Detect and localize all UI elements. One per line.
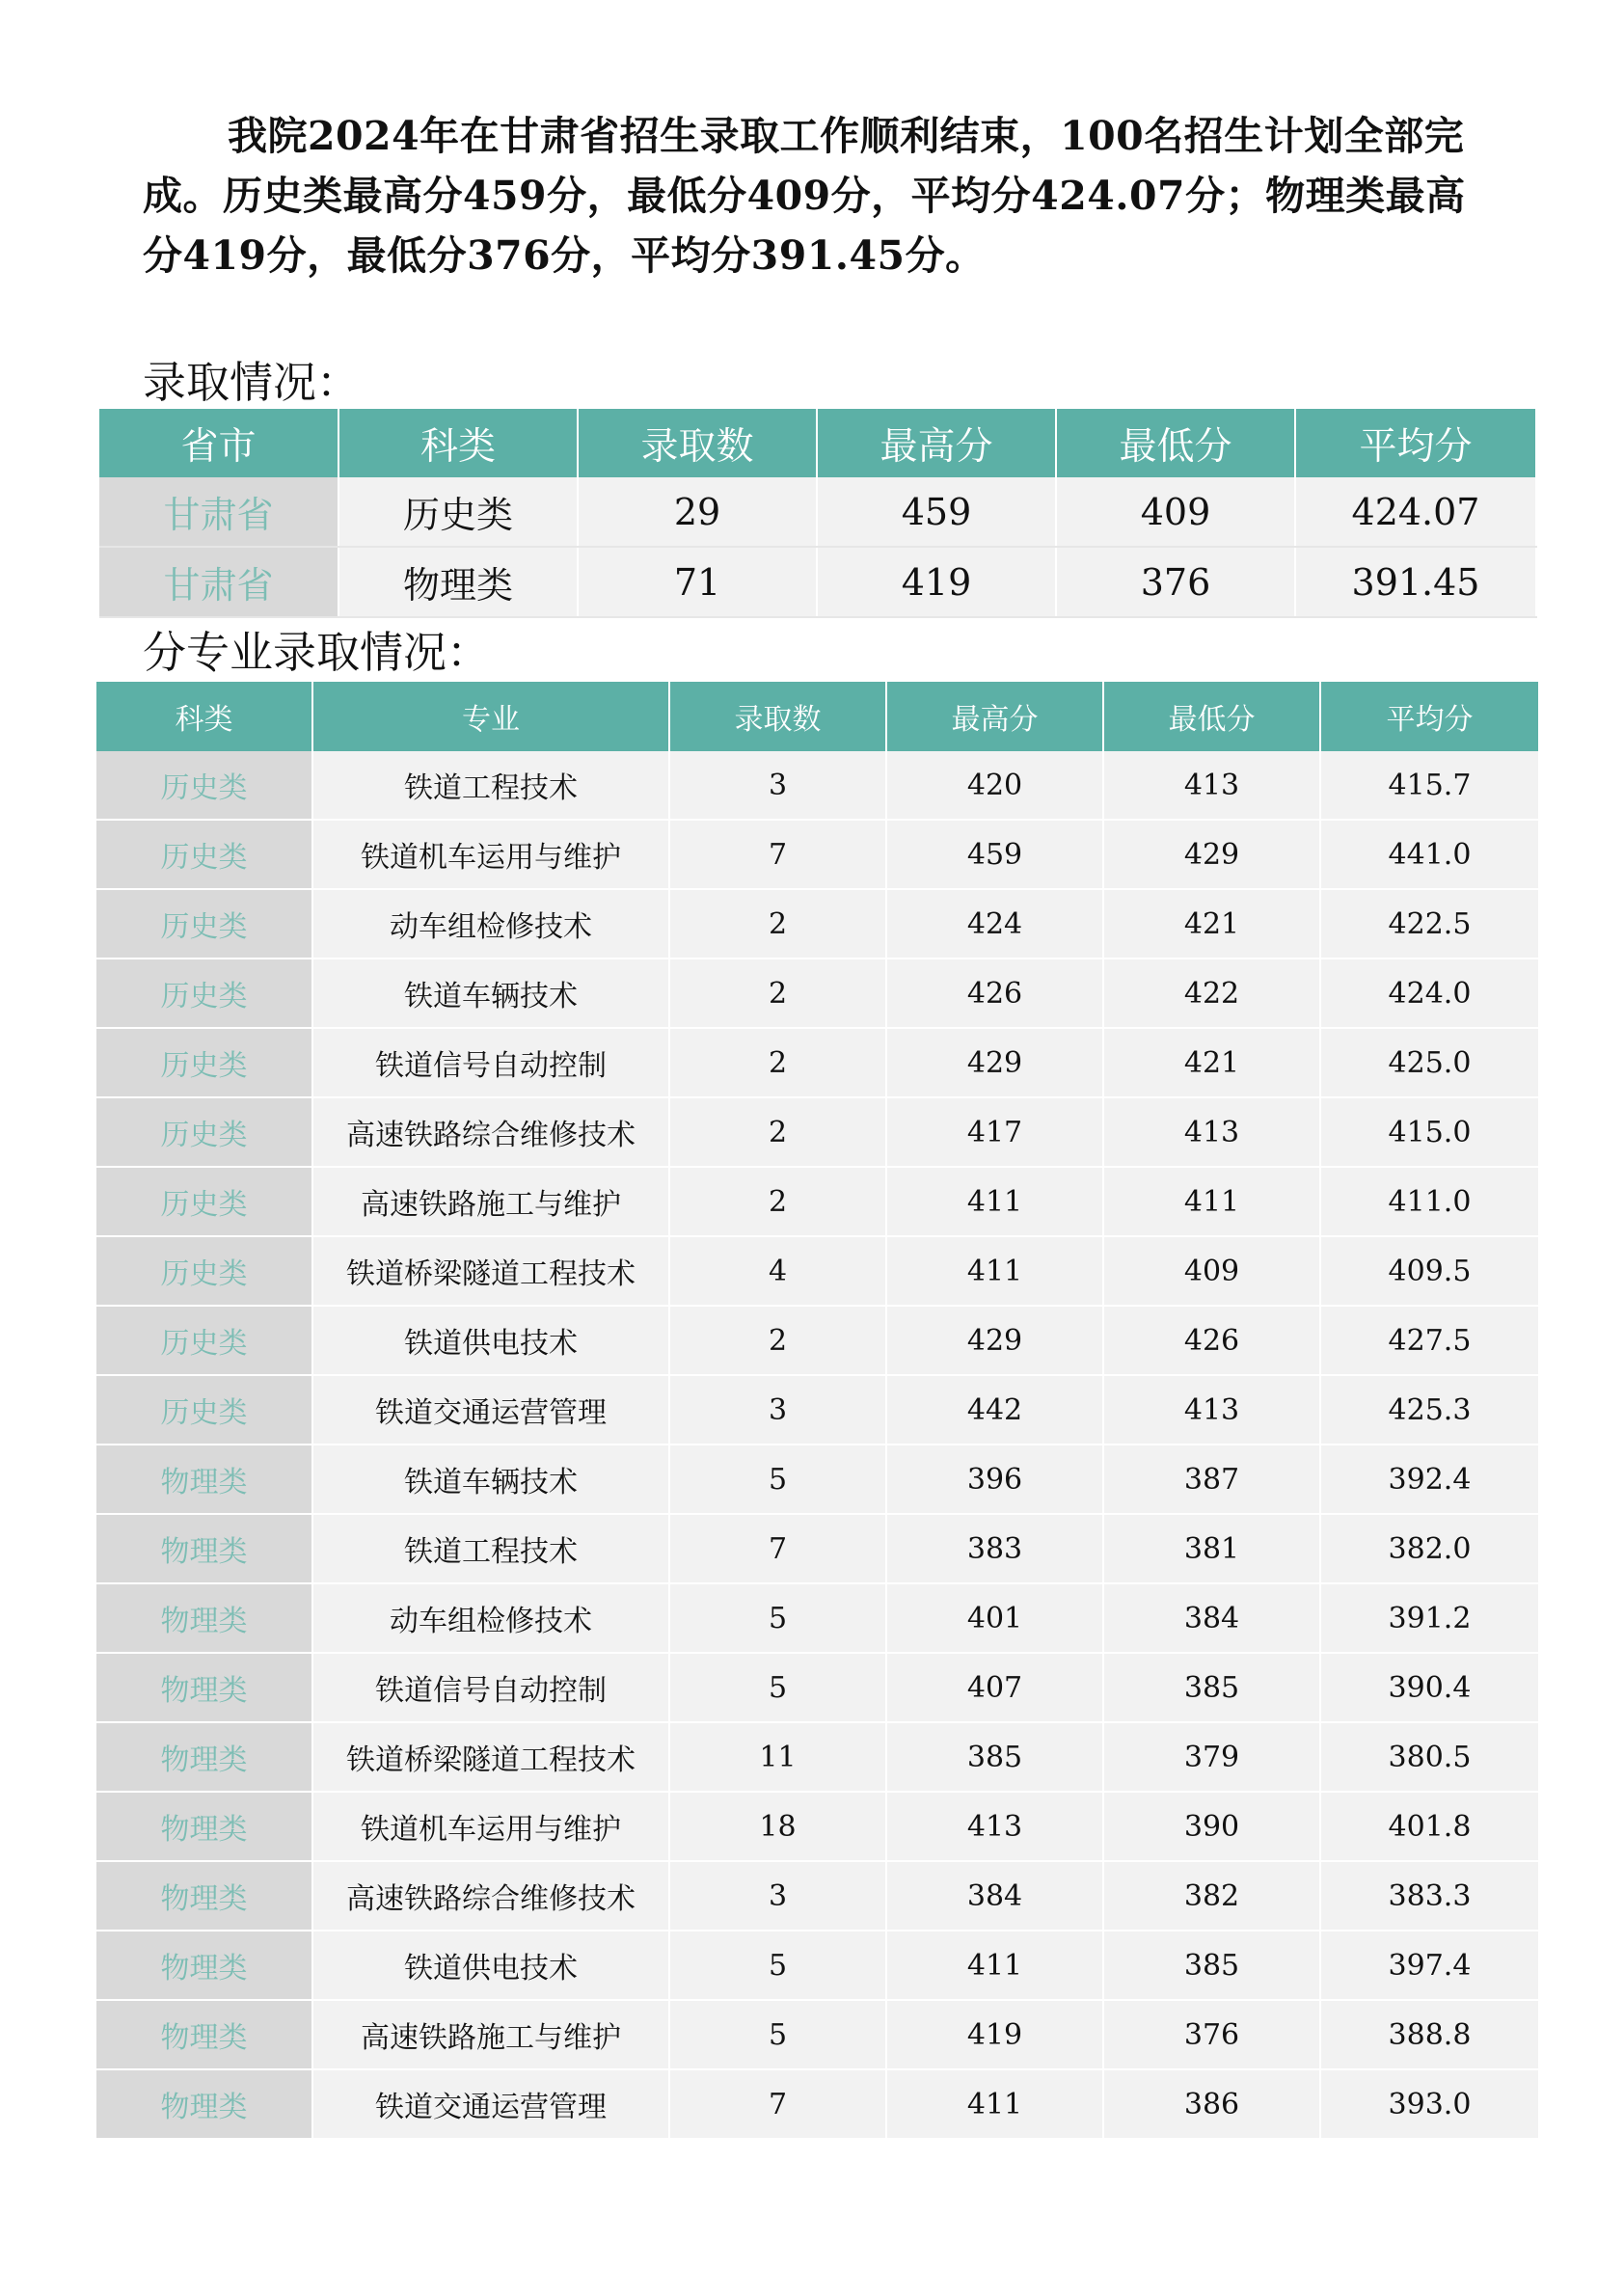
cell-min-score: 381: [1103, 1514, 1320, 1583]
cell-major: 铁道工程技术: [312, 1514, 669, 1583]
cell-category: 物理类: [96, 2069, 312, 2139]
cell-min-score: 385: [1103, 1653, 1320, 1722]
cell-avg-score: 441.0: [1320, 820, 1539, 889]
cell-max-score: 459: [817, 477, 1056, 547]
cell-max-score: 411: [886, 1167, 1103, 1236]
cell-max-score: 459: [886, 820, 1103, 889]
cell-max-score: 429: [886, 1306, 1103, 1375]
cell-max-score: 407: [886, 1653, 1103, 1722]
table-row: [96, 1167, 1539, 1236]
cell-avg-score: 391.2: [1320, 1583, 1539, 1653]
cell-category: 物理类: [96, 1792, 312, 1861]
cell-max-score: 419: [886, 2000, 1103, 2069]
cell-major: 高速铁路施工与维护: [312, 2000, 669, 2069]
cell-admitted: 18: [669, 1792, 886, 1861]
cell-admitted: 3: [669, 1375, 886, 1445]
cell-min-score: 384: [1103, 1583, 1320, 1653]
cell-major: 铁道机车运用与维护: [312, 1792, 669, 1861]
cell-admitted: 5: [669, 2000, 886, 2069]
cell-max-score: 419: [817, 547, 1056, 617]
majors-title: 分专业录取情况：: [143, 627, 491, 678]
cell-max-score: 429: [886, 1028, 1103, 1097]
col-header-major: 专业: [312, 682, 669, 751]
cell-admitted: 2: [669, 889, 886, 959]
cell-min-score: 386: [1103, 2069, 1320, 2139]
col-header-min-score: 最低分: [1103, 682, 1320, 751]
cell-min-score: 411: [1103, 1167, 1320, 1236]
cell-max-score: 426: [886, 959, 1103, 1028]
cell-avg-score: 415.7: [1320, 751, 1539, 820]
cell-min-score: 429: [1103, 820, 1320, 889]
cell-category: 历史类: [96, 959, 312, 1028]
cell-admitted: 7: [669, 1514, 886, 1583]
intro-paragraph: 我院2024年在甘肃省招生录取工作顺利结束，100名招生计划全部完成。历史类最高分459分，最低分409分，平均分424.07分；物理类最高分419分，最低分376分，平均分391.45分。: [143, 113, 1466, 279]
cell-avg-score: 425.0: [1320, 1028, 1539, 1097]
cell-admitted: 2: [669, 1306, 886, 1375]
cell-admitted: 5: [669, 1653, 886, 1722]
cell-admitted: 7: [669, 2069, 886, 2139]
majors-table: [96, 682, 1540, 2140]
cell-major: 铁道交通运营管理: [312, 1375, 669, 1445]
cell-province: 甘肃省: [99, 477, 338, 547]
cell-admitted: 5: [669, 1931, 886, 2000]
cell-category: 物理类: [96, 2000, 312, 2069]
cell-min-score: 409: [1056, 477, 1295, 547]
cell-category: 物理类: [96, 1722, 312, 1792]
cell-major: 铁道桥梁隧道工程技术: [312, 1722, 669, 1792]
table-row: [99, 547, 1536, 617]
col-header-avg-score: 平均分: [1320, 682, 1539, 751]
cell-avg-score: 427.5: [1320, 1306, 1539, 1375]
cell-min-score: 379: [1103, 1722, 1320, 1792]
cell-category: 物理类: [96, 1861, 312, 1931]
cell-admitted: 2: [669, 1097, 886, 1167]
cell-category: 历史类: [96, 1375, 312, 1445]
cell-max-score: 417: [886, 1097, 1103, 1167]
cell-category: 历史类: [96, 751, 312, 820]
cell-avg-score: 388.8: [1320, 2000, 1539, 2069]
cell-min-score: 413: [1103, 751, 1320, 820]
cell-min-score: 426: [1103, 1306, 1320, 1375]
table-row: [96, 2069, 1539, 2139]
cell-min-score: 376: [1056, 547, 1295, 617]
cell-avg-score: 380.5: [1320, 1722, 1539, 1792]
cell-admitted: 2: [669, 959, 886, 1028]
cell-province: 甘肃省: [99, 547, 338, 617]
cell-admitted: 4: [669, 1236, 886, 1306]
cell-category: 历史类: [96, 1306, 312, 1375]
cell-max-score: 413: [886, 1792, 1103, 1861]
table-row: [96, 959, 1539, 1028]
col-header-admitted: 录取数: [578, 409, 817, 477]
cell-max-score: 442: [886, 1375, 1103, 1445]
cell-max-score: 396: [886, 1445, 1103, 1514]
table-row: [96, 1445, 1539, 1514]
cell-max-score: 424: [886, 889, 1103, 959]
cell-min-score: 421: [1103, 889, 1320, 959]
cell-avg-score: 401.8: [1320, 1792, 1539, 1861]
table-row: [96, 1375, 1539, 1445]
cell-major: 铁道车辆技术: [312, 1445, 669, 1514]
cell-admitted: 11: [669, 1722, 886, 1792]
cell-admitted: 7: [669, 820, 886, 889]
summary-table: [99, 409, 1537, 618]
col-header-min-score: 最低分: [1056, 409, 1295, 477]
cell-min-score: 390: [1103, 1792, 1320, 1861]
summary-header-row: [99, 409, 1536, 477]
cell-max-score: 401: [886, 1583, 1103, 1653]
summary-title: 录取情况：: [143, 357, 361, 408]
cell-major: 铁道供电技术: [312, 1931, 669, 2000]
cell-major: 铁道工程技术: [312, 751, 669, 820]
cell-max-score: 411: [886, 2069, 1103, 2139]
cell-major: 铁道车辆技术: [312, 959, 669, 1028]
cell-avg-score: 424.0: [1320, 959, 1539, 1028]
table-row: [96, 751, 1539, 820]
cell-max-score: 384: [886, 1861, 1103, 1931]
cell-min-score: 409: [1103, 1236, 1320, 1306]
cell-max-score: 420: [886, 751, 1103, 820]
cell-min-score: 421: [1103, 1028, 1320, 1097]
cell-major: 动车组检修技术: [312, 1583, 669, 1653]
cell-category: 物理类: [96, 1653, 312, 1722]
cell-avg-score: 392.4: [1320, 1445, 1539, 1514]
col-header-max-score: 最高分: [817, 409, 1056, 477]
cell-category: 物理类: [96, 1931, 312, 2000]
cell-min-score: 413: [1103, 1375, 1320, 1445]
cell-major: 高速铁路综合维修技术: [312, 1861, 669, 1931]
table-row: [96, 1236, 1539, 1306]
col-header-category: 科类: [338, 409, 578, 477]
table-row: [96, 1653, 1539, 1722]
cell-admitted: 5: [669, 1583, 886, 1653]
cell-admitted: 3: [669, 1861, 886, 1931]
cell-major: 铁道信号自动控制: [312, 1028, 669, 1097]
cell-category: 物理类: [96, 1445, 312, 1514]
col-header-admitted: 录取数: [669, 682, 886, 751]
cell-avg-score: 425.3: [1320, 1375, 1539, 1445]
cell-admitted: 3: [669, 751, 886, 820]
cell-major: 铁道信号自动控制: [312, 1653, 669, 1722]
cell-avg-score: 390.4: [1320, 1653, 1539, 1722]
col-header-max-score: 最高分: [886, 682, 1103, 751]
cell-avg-score: 393.0: [1320, 2069, 1539, 2139]
cell-avg-score: 415.0: [1320, 1097, 1539, 1167]
col-header-avg-score: 平均分: [1295, 409, 1536, 477]
table-row: [96, 1722, 1539, 1792]
cell-max-score: 411: [886, 1236, 1103, 1306]
cell-avg-score: 424.07: [1295, 477, 1536, 547]
cell-min-score: 376: [1103, 2000, 1320, 2069]
cell-category: 物理类: [96, 1514, 312, 1583]
table-row: [96, 1097, 1539, 1167]
table-row: [96, 1514, 1539, 1583]
cell-avg-score: 409.5: [1320, 1236, 1539, 1306]
cell-major: 动车组检修技术: [312, 889, 669, 959]
cell-avg-score: 411.0: [1320, 1167, 1539, 1236]
table-row: [96, 889, 1539, 959]
table-row: [96, 1306, 1539, 1375]
cell-category: 历史类: [96, 1167, 312, 1236]
cell-major: 铁道交通运营管理: [312, 2069, 669, 2139]
cell-admitted: 2: [669, 1167, 886, 1236]
table-row: [99, 477, 1536, 547]
cell-min-score: 382: [1103, 1861, 1320, 1931]
cell-major: 高速铁路施工与维护: [312, 1167, 669, 1236]
table-row: [96, 820, 1539, 889]
cell-category: 历史类: [96, 1236, 312, 1306]
cell-admitted: 5: [669, 1445, 886, 1514]
cell-category: 历史类: [96, 820, 312, 889]
cell-category: 物理类: [338, 547, 578, 617]
col-header-province: 省市: [99, 409, 338, 477]
table-row: [96, 1931, 1539, 2000]
cell-category: 物理类: [96, 1583, 312, 1653]
table-row: [96, 2000, 1539, 2069]
cell-major: 高速铁路综合维修技术: [312, 1097, 669, 1167]
cell-max-score: 383: [886, 1514, 1103, 1583]
cell-admitted: 2: [669, 1028, 886, 1097]
cell-avg-score: 391.45: [1295, 547, 1536, 617]
cell-min-score: 413: [1103, 1097, 1320, 1167]
cell-category: 历史类: [96, 889, 312, 959]
cell-admitted: 71: [578, 547, 817, 617]
cell-max-score: 385: [886, 1722, 1103, 1792]
cell-admitted: 29: [578, 477, 817, 547]
cell-min-score: 385: [1103, 1931, 1320, 2000]
cell-category: 历史类: [338, 477, 578, 547]
table-row: [96, 1792, 1539, 1861]
cell-major: 铁道桥梁隧道工程技术: [312, 1236, 669, 1306]
cell-min-score: 422: [1103, 959, 1320, 1028]
cell-category: 历史类: [96, 1097, 312, 1167]
majors-header-row: [96, 682, 1539, 751]
cell-avg-score: 397.4: [1320, 1931, 1539, 2000]
cell-category: 历史类: [96, 1028, 312, 1097]
table-row: [96, 1583, 1539, 1653]
col-header-category: 科类: [96, 682, 312, 751]
cell-avg-score: 382.0: [1320, 1514, 1539, 1583]
cell-min-score: 387: [1103, 1445, 1320, 1514]
cell-major: 铁道机车运用与维护: [312, 820, 669, 889]
cell-avg-score: 422.5: [1320, 889, 1539, 959]
table-row: [96, 1861, 1539, 1931]
cell-max-score: 411: [886, 1931, 1103, 2000]
cell-avg-score: 383.3: [1320, 1861, 1539, 1931]
cell-major: 铁道供电技术: [312, 1306, 669, 1375]
table-row: [96, 1028, 1539, 1097]
